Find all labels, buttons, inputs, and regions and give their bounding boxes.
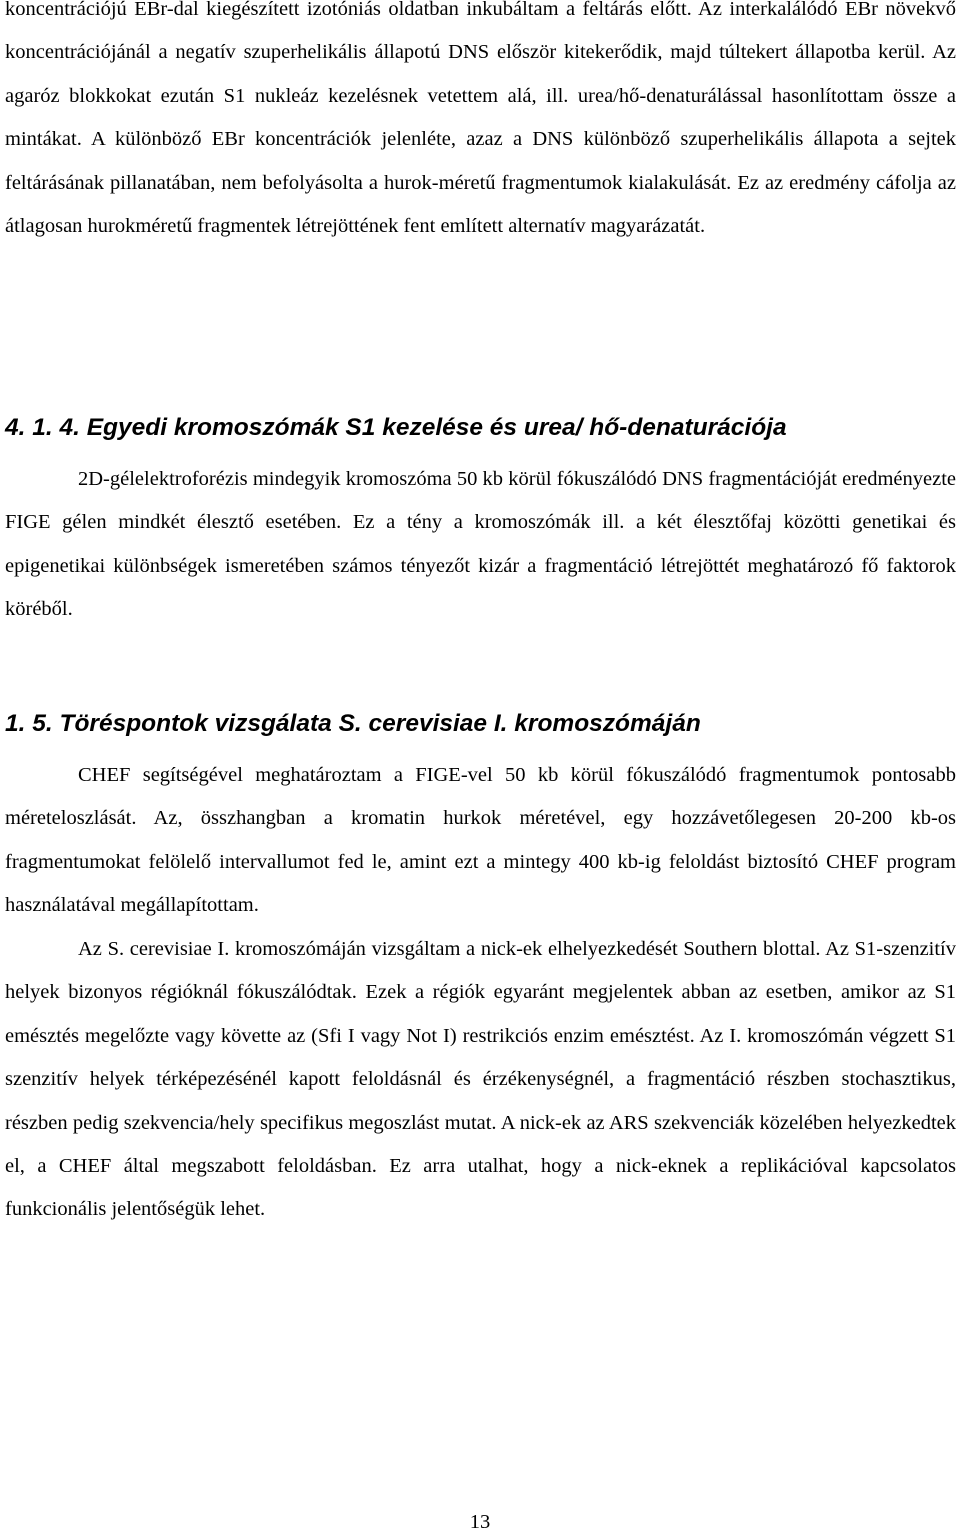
paragraph-2d-electrophoresis: 2D-gélelektroforézis mindegyik kromoszóma 50 kb körül fókuszálódó DNS fragmentációját eredményezte FIGE gélen mindkét élesztő esetében. Ez a tény a kromoszómák ill. a két élesztőfaj közötti genetikai és epigenetikai különbségek ismeretében számos tényezőt kizár a fragmentáció létrejöttét meghatározó fő faktorok köréből. [5,468,956,621]
paragraph-chef-results: CHEF segítségével meghatároztam a FIGE-vel 50 kb körül fókuszálódó fragmentumok pontosabb méreteloszlását. Az, összhangban a kromatin hurkok méretével, egy hozzávetőlegesen 20-200 kb-os fragmentumokat felölelő intervallumot fed le, amint ezt a mintegy 400 kb-ig feloldást biztosító CHEF program használatával megállapítottam. [5,764,956,917]
paragraph-ebr-results: koncentrációjú EBr-dal kiegészített izotóniás oldatban inkubáltam a feltárás előtt. Az interkalálódó EBr növekvő koncentrációjánál a negatív szuperhelikális állapotú DNS először kitekerődik, majd túltekert állapotba kerül. Az agaróz blokkokat ezután S1 nukleáz kezelésnek vetettem alá, ill. urea/hő-denaturálással hasonlítottam össze a mintákat. A különböző EBr koncentrációk jelenléte, azaz a DNS különböző szuperhelikális állapota a sejtek feltárásának pillanatában, nem befolyásolta a hurok-méretű fragmentumok kialakulását. Ez az eredmény cáfolja az átlagosan hurokméretű fragmentek létrejöttének fent említett alternatív magyarázatát. [5,0,956,238]
page-number: 13 [469,1511,491,1533]
section-heading-1-5: 1. 5. Töréspontok vizsgálata S. cerevisiae I. kromoszómáján [5,710,701,737]
paragraph-southern-blot: Az S. cerevisiae I. kromoszómáján vizsgáltam a nick-ek elhelyezkedését Southern blottal. Az S1-szenzitív helyek bizonyos régióknál fókuszálódtak. Ezek a régiók egyaránt megjelentek abban az esetben, amikor az S1 emésztés megelőzte vagy követte az (Sfi I vagy Not I) restrikciós enzim emésztést. Az I. kromoszómán végzett S1 szenzitív helyek térképezésénél kapott feloldásnál és érzékenységnél, a fragmentáció részben stochasztikus, részben pedig szekvencia/hely specifikus megoszlást mutat. A nick-ek az ARS szekvenciák közelében helyezkedtek el, a CHEF által megszabott feloldásban. Ez arra utalhat, hogy a nick-eknek a replikációval kapcsolatos funkcionális jelentőségük lehet. [5,938,956,1221]
section-heading-4-1-4: 4. 1. 4. Egyedi kromoszómák S1 kezelése és urea/ hő-denaturációja [5,414,787,441]
